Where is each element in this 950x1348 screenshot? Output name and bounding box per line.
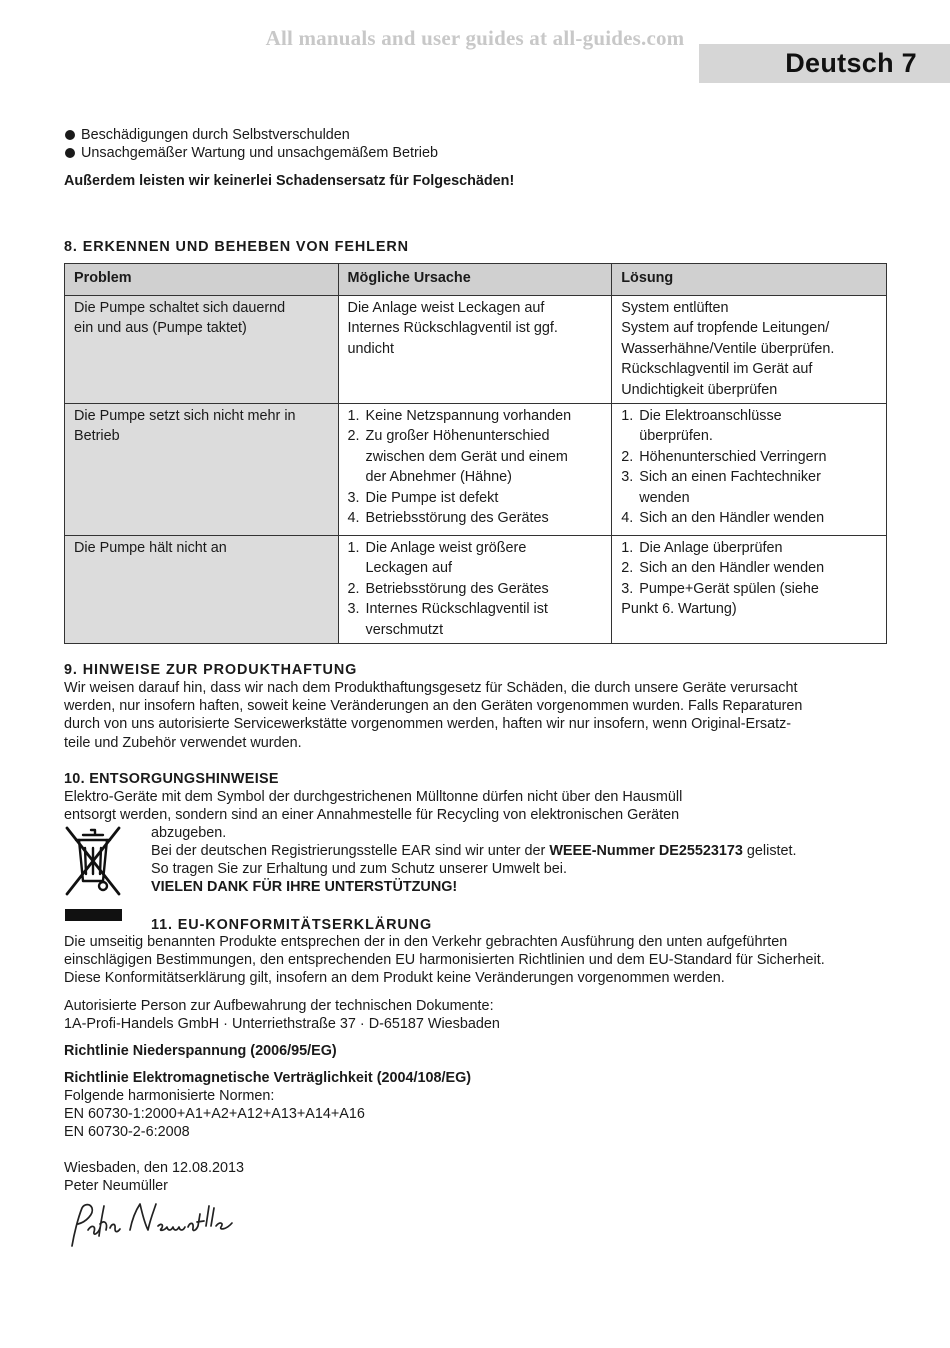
list-item: Punkt 6. Wartung)	[621, 601, 737, 618]
page-label: Deutsch 7	[785, 48, 917, 78]
section-8-heading: 8. ERKENNEN UND BEHEBEN VON FEHLERN	[64, 239, 409, 255]
list-item: 1. Die Anlage überprüfen	[621, 540, 783, 557]
list-item: 1. Die Anlage weist größere Leckagen auf	[347, 540, 527, 577]
section-11-heading: 11. EU-KONFORMITÄTSERKLÄRUNG	[151, 917, 433, 933]
weee-registration-line: Bei der deutschen Registrierungsstelle EAR sind wir unter der WEEE-Nummer DE25523173 gelistet.	[151, 843, 797, 859]
section-10-heading: 10. ENTSORGUNGSHINWEISE	[64, 771, 279, 787]
liability-notice: Außerdem leisten wir keinerlei Schadensersatz für Folgeschäden!	[64, 173, 515, 189]
table-row	[65, 296, 887, 404]
list-item: 2. Sich an den Händler wenden	[621, 560, 825, 577]
list-item: 3. Die Pumpe ist defekt	[347, 489, 499, 506]
place-date: Wiesbaden, den 12.08.2013	[64, 1160, 245, 1176]
solution-cell	[612, 536, 887, 644]
table-header-row	[65, 264, 887, 296]
thanks-line: VIELEN DANK FÜR IHRE UNTERSTÜTZUNG!	[151, 879, 458, 895]
list-item: 1. Die Elektroanschlüsse überprüfen.	[621, 408, 782, 445]
list-item: Beschädigungen durch Selbstverschulden	[64, 126, 438, 144]
list-item: 3. Sich an einen Fachtechniker wenden	[621, 469, 821, 506]
column-header: Mögliche Ursache	[338, 264, 612, 296]
product-liability-text: Wir weisen darauf hin, dass wir nach dem Produkthaftungsgesetz für Schäden, die durch unsere Geräte verursacht werden, nur insofern haften, soweit keine Veränderungen an den Geräten vorgenommen wurden. Falls Reparaturen durch von uns autorisierte Servicewerkstätte vorgenommen werden, haften wir nur insofern, wenn Original-Ersatz- teile und Zubehör verwendet wurden.	[64, 680, 803, 751]
page-label-tab	[699, 44, 950, 83]
crossed-out-wheelie-bin-icon	[64, 826, 122, 896]
list-item: 3. Pumpe+Gerät spülen (siehe	[621, 580, 819, 597]
weee-number: WEEE-Nummer DE25523173	[549, 843, 743, 859]
directive-emc: Richtlinie Elektromagnetische Verträglichkeit (2004/108/EG)	[64, 1070, 472, 1086]
bullet-icon	[65, 148, 75, 158]
disposal-text-line: abzugeben.	[151, 825, 227, 841]
disposal-text-line: So tragen Sie zur Erhaltung und zum Schutz unserer Umwelt bei.	[151, 861, 567, 877]
list-item: 1. Keine Netzspannung vorhanden	[347, 408, 572, 425]
authorized-person-address: 1A-Profi-Handels GmbH · Unterriethstraße 37 · D-65187 Wiesbaden	[64, 1016, 500, 1032]
column-header: Problem	[65, 264, 339, 296]
list-item: Unsachgemäßer Wartung und unsachgemäßem Betrieb	[64, 144, 438, 162]
table-row	[65, 536, 887, 644]
norm-item: EN 60730-2-6:2008	[64, 1124, 190, 1140]
list-item: 2. Zu großer Höhenunterschied zwischen dem Gerät und einem der Abnehmer (Hähne)	[347, 428, 568, 486]
list-item: 2. Höhenunterschied Verringern	[621, 448, 827, 465]
norms-label: Folgende harmonisierte Normen:	[64, 1088, 275, 1104]
list-item: 2. Betriebsstörung des Gerätes	[347, 580, 549, 597]
section-9-heading: 9. HINWEISE ZUR PRODUKTHAFTUNG	[64, 662, 358, 678]
directive-low-voltage: Richtlinie Niederspannung (2006/95/EG)	[64, 1043, 337, 1059]
authorized-person-label: Autorisierte Person zur Aufbewahrung der technischen Dokumente:	[64, 998, 494, 1014]
cause-cell	[338, 404, 612, 536]
problem-cell: Die Pumpe hält nicht an	[65, 536, 339, 644]
troubleshooting-table	[64, 263, 887, 644]
signatory-name: Peter Neumüller	[64, 1178, 168, 1194]
cause-cell	[338, 536, 612, 644]
conformity-text: Die umseitig benannten Produkte entsprechen der in den Verkehr gebrachten Ausführung den unten aufgeführten einschlägigen Bestimmungen, den entsprechenden EU harmonisierten Richtlinien und dem EU-Standard für Sicherheit. Diese Konformitätserklärung gilt, insofern an dem Produkt keine Veränderungen vorgenommen werden.	[64, 934, 825, 987]
table-row	[65, 404, 887, 536]
handwritten-signature	[64, 1196, 239, 1252]
list-item: 4. Betriebsstörung des Gerätes	[347, 510, 549, 527]
solution-cell	[612, 404, 887, 536]
watermark: All manuals and user guides at all-guides.com	[265, 26, 685, 50]
disposal-text-line: entsorgt werden, sondern sind an einer Annahmestelle für Recycling von elektronischen Geräten	[64, 807, 680, 823]
bullet-icon	[65, 130, 75, 140]
column-header: Lösung	[612, 264, 887, 296]
list-item: 3. Internes Rückschlagventil ist verschmutzt	[347, 601, 548, 638]
cause-cell: Die Anlage weist Leckagen auf Internes Rückschlagventil ist ggf. undicht	[338, 296, 612, 404]
weee-marking-bar	[65, 909, 122, 921]
list-item: 4. Sich an den Händler wenden	[621, 510, 825, 527]
norm-item: EN 60730-1:2000+A1+A2+A12+A13+A14+A16	[64, 1106, 365, 1122]
problem-cell: Die Pumpe schaltet sich dauernd ein und aus (Pumpe taktet)	[65, 296, 339, 404]
disposal-text-line: Elektro-Geräte mit dem Symbol der durchgestrichenen Mülltonne dürfen nicht über den Hausmüll	[64, 789, 683, 805]
intro-bullet-list	[64, 126, 438, 162]
problem-cell: Die Pumpe setzt sich nicht mehr in Betrieb	[65, 404, 339, 536]
solution-cell: System entlüften System auf tropfende Leitungen/ Wasserhähne/Ventile überprüfen. Rückschlagventil im Gerät auf Undichtigkeit überprüfen	[612, 296, 887, 404]
